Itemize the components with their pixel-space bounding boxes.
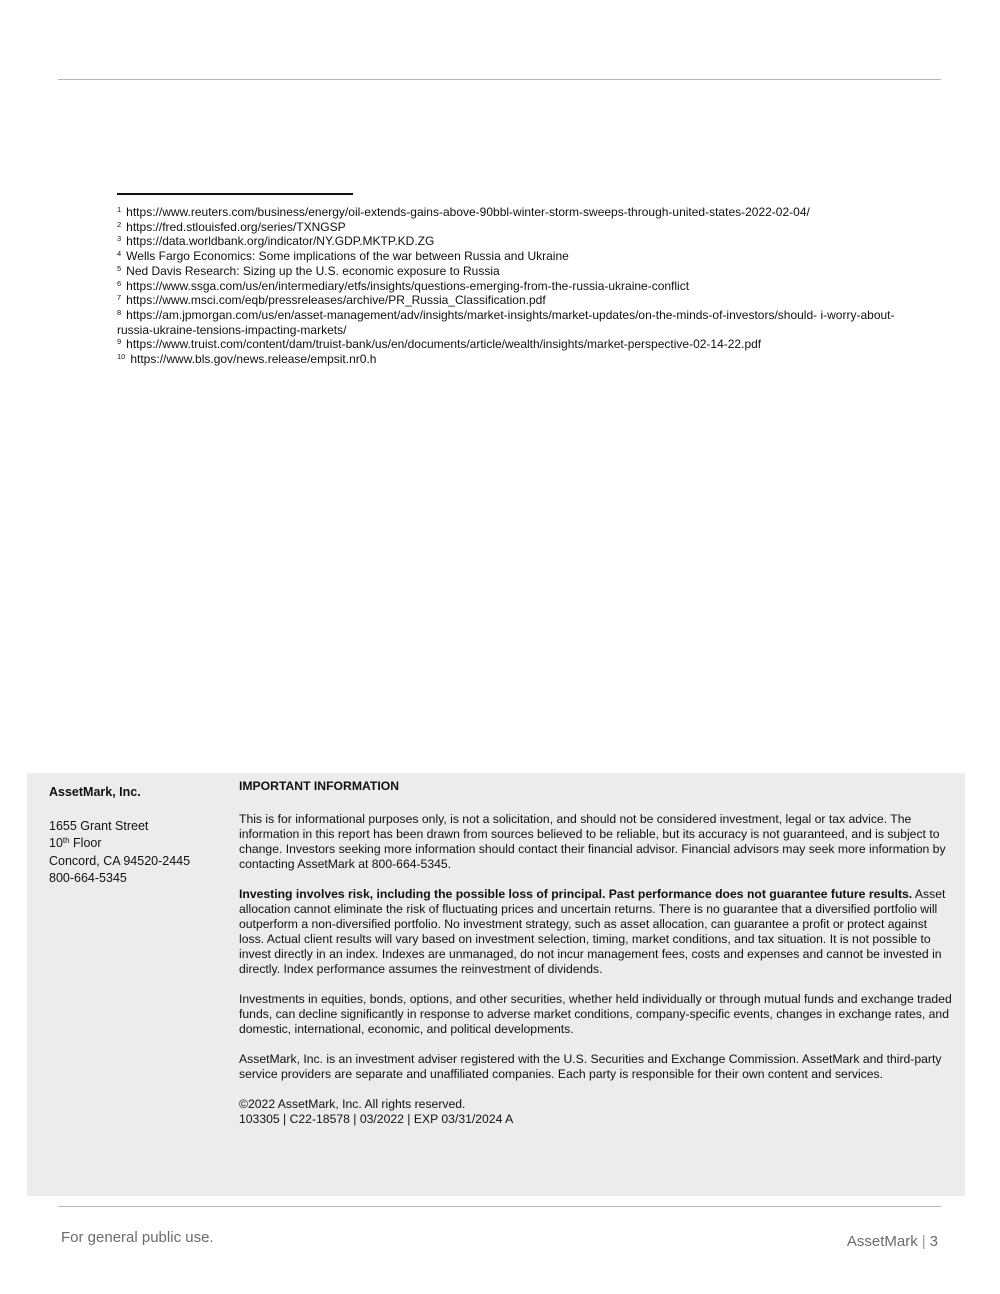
floor-word: Floor [69,836,102,850]
floor-suffix: th [62,836,70,845]
registration-paragraph: AssetMark, Inc. is an investment adviser registered with the U.S. Securities and Exchange Commission. AssetMark and third-party service providers are separate and unaffiliated companies. Each party is responsible for their own content and services. [239,1052,942,1081]
footnote [117,205,897,220]
street-address: 1655 Grant Street [49,818,149,833]
footer-usage-note: For general public use. [61,1229,214,1246]
risk-text: Asset allocation cannot eliminate the risk of fluctuating prices and uncertain returns. There is no guarantee that a diversified portfolio will outperform a non-diversified portfolio. No investment strategy, such as asset allocation, can guarantee a profit or protect against loss. Actual client results will vary based on investment selection, timing, market conditions, and tax situation. It is not possible to invest directly in an index. Indexes are unmanaged, do not incur management fees, costs and expenses and cannot be invested in directly. Index performance assumes the reinvestment of dividends. [239,887,946,976]
footnote-text: Ned Davis Research: Sizing up the U.S. economic exposure to Russia [126,263,500,278]
footnote-text: https://www.msci.com/eqb/pressreleases/archive/PR_Russia_Classification.pdf [126,293,546,308]
city-address: Concord, CA 94520-2445 [49,853,191,868]
footnote-number: 2 [117,219,122,229]
footnote-text: https://data.worldbank.org/indicator/NY.GDP.MKTP.KD.ZG [126,234,435,249]
floor-address [49,835,229,853]
investments-paragraph: Investments in equities, bonds, options, and other securities, whether held individually or through mutual funds and exchange traded funds, can decline significantly in response to adverse market conditions, company-specific events, changes in exchange rates, and domestic, international, economic, and political developments. [239,992,952,1036]
copyright: ©2022 AssetMark, Inc. All rights reserved. [239,1097,466,1111]
company-name: AssetMark, Inc. [49,785,141,799]
document-code: 103305 | C22-18578 | 03/2022 | EXP 03/31/2024 A [239,1112,514,1126]
footnote-number: 3 [117,234,122,244]
footnote [117,264,897,279]
footnote [117,293,897,308]
risk-paragraph [239,887,953,977]
important-information-box [27,773,965,1196]
footnote [117,337,897,352]
footnote [117,352,897,367]
footnote [117,220,897,235]
footnote-text: https://www.truist.com/content/dam/truist-bank/us/en/documents/article/wealth/insights/market-perspective-02-14-22.pdf [126,337,762,352]
floor-number: 10 [49,836,63,850]
important-title: IMPORTANT INFORMATION [239,779,399,793]
footer-divider [58,1206,941,1207]
footnote-number: 7 [117,293,122,303]
footnote-number: 5 [117,263,122,273]
footnote-text: https://www.ssga.com/us/en/intermediary/etfs/insights/questions-emerging-from-the-russia-ukraine-conflict [126,278,690,293]
footnote-text: https://www.reuters.com/business/energy/oil-extends-gains-above-90bbl-winter-storm-sweeps-through-united-states-2022-02-04/ [126,205,810,219]
footnote-number: 6 [117,278,122,288]
footnote-text: https://www.bls.gov/news.release/empsit.nr0.h [130,352,377,367]
footnote-separator [117,193,353,195]
footnote-number: 4 [117,249,122,259]
footnote [117,279,897,294]
footer-separator: | [921,1233,926,1250]
important-information [239,779,953,1127]
footer-brand: AssetMark [846,1233,918,1250]
footer-page-label [847,1233,938,1250]
footnote-number: 8 [117,307,122,317]
page-number: 3 [929,1233,938,1250]
risk-bold-text: Investing involves risk, including the possible loss of principal. Past performance does not guarantee future results. [239,887,913,901]
company-phone: 800-664-5345 [49,871,127,885]
disclaimer-paragraph: This is for informational purposes only, is not a solicitation, and should not be considered investment, legal or tax advice. The information in this report has been drawn from sources believed to be reliable, but its accuracy is not guaranteed, and is subject to change. Investors seeking more information should contact their financial advisor. Financial advisors may seek more information by contacting AssetMark at 800-664-5345. [239,812,946,871]
header-divider [58,79,941,80]
footnote-number: 10 [117,352,126,362]
footnote-number: 1 [117,205,122,214]
company-address-block [49,784,229,888]
footnote-text: Wells Fargo Economics: Some implications of the war between Russia and Ukraine [126,249,569,264]
footnote [117,308,897,337]
footnote-text: https://am.jpmorgan.com/us/en/asset-management/adv/insights/market-insights/market-updates/on-the-minds-of-investors/should- i-worry-about-russia-ukraine-tensions-impacting-markets/ [117,307,895,337]
footnote [117,249,897,264]
footnote-number: 9 [117,337,122,347]
footnote-text: https://fred.stlouisfed.org/series/TXNGSP [126,219,346,234]
footnotes-list [117,205,897,367]
footnote [117,234,897,249]
